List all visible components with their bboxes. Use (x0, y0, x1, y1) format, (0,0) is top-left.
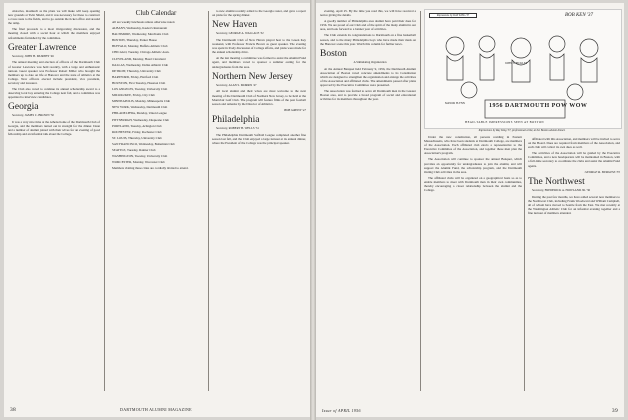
section-heading-greater-lawrence: Greater Lawrence (8, 42, 77, 53)
club-calendar-list (108, 26, 204, 164)
section-heading-philadelphia: Philadelphia (212, 114, 260, 125)
paragraph: obstacles, inasmuch as the plans we will make will keep opening new grounds at Twin Shield, and it was necessary for these to construct a cross route to the fields, and to go outside the ticket office and around the ramp. (8, 9, 100, 26)
byline: Secretary, JAMES C. BROWN '50 (12, 113, 54, 118)
club-calendar-footnote: Members visiting these cities are cordially invited to attend. (112, 166, 189, 171)
cartoon-label: HEAD-TABLE IMPRESSIONS SEEN AT BOSTON (465, 120, 544, 124)
right-footer (322, 408, 618, 413)
club-calendar-entry: DETROIT, Thursday, University Club (112, 68, 161, 73)
paragraph: The Club also voted to continue its annual scholarship award to a deserving local boy entering the College next fall, and a committee was appointed to interview candidates. (8, 87, 100, 100)
club-calendar-entry: PITTSBURGH, Wednesday, Duquesne Club (112, 117, 169, 122)
cartoon-illustration (424, 9, 622, 129)
right-column-2 (424, 135, 522, 417)
left-column-1 (8, 9, 100, 405)
club-calendar-entry: PORTLAND, Tuesday, Arlington Club (112, 123, 162, 128)
byline: Secretary, FREDERICK A. HOWLAND JR. '36 (532, 187, 591, 192)
section-heading-the-northwest: The Northwest (528, 176, 585, 187)
club-calendar-entry: HARTFORD, Friday, Hartford Club (112, 74, 159, 79)
cartoon-label: MAYOR FLYNN (445, 102, 465, 105)
cartoon-label: BOB KEN '37 (565, 13, 594, 18)
club-calendar-entry: LOS ANGELES, Tuesday, University Club (112, 87, 168, 92)
right-page (316, 3, 624, 417)
byline: Secretary, GEORGE A. WALLACE '32 (216, 31, 264, 36)
left-footer (10, 407, 304, 413)
section-heading-boston: Boston (320, 48, 347, 59)
club-calendar-entry: WASHINGTON, Tuesday, University Club (112, 154, 168, 159)
signature: BOB GREEN '47 (284, 107, 306, 112)
club-calendar-entry: ROCHESTER, Friday, Rochester Club (112, 129, 162, 134)
subheading: A Stimulating Organization (353, 59, 387, 64)
paragraph: The affiliated clubs will be organized on a geographical basis so as to enable members to meet with Dartmouth men in their own communities, thereby encouraging a closer relationship between the alumni and the College. (424, 175, 522, 193)
club-calendar-entry: ALBANY, Wednesday, Keeler's Restaurant (112, 26, 168, 31)
byline: Secretary, JOHN H. MURPHY '46 (12, 53, 54, 58)
byline: Secretary, ALAN S. MORRIS '47 (216, 82, 257, 87)
club-calendar-entry: SEATTLE, Tuesday, Rainier Club (112, 147, 156, 152)
column-rule (524, 139, 525, 391)
paragraph: The Philadelphia Dartmouth Softball League completed another fine season last fall, and the Club enjoyed a large turnout at its annual dinner, where the President of the College was the principal speaker. (212, 132, 306, 145)
column-rule (104, 11, 105, 391)
paragraph: The activities of the Association will be guided by the Executive Committee, and a new headquarters will be maintained in Boston, with a full-time secretary to coordinate the clubs and assist the Alumni Fund agents. (528, 151, 620, 168)
page-number: 39 (611, 408, 618, 414)
club-calendar-entry: NEW YORK, Wednesday, Dartmouth Club (112, 105, 168, 110)
byline: Secretary, ROBERT H. WELLS '31 (216, 125, 259, 130)
paragraph: The annual meeting and election of officers of the Dartmouth Club of Greater Lawrence was held recently, with a large and enthusiastic turnout. Guest speaker was Professor Robert Miller who brought the members up to date on life at Hanover and the state of athletics at the College. New officers elected include president, vice president, secretary and treasurer. (8, 60, 100, 85)
club-calendar-entry: SAN FRANCISCO, Wednesday, Bohemian Club (112, 141, 175, 146)
paragraph: The Association will continue to sponsor the annual Banquet, which provides an opportunity for undergraduates to join the alumni, and will support the Alumni Fund, the scholarship program, and the Dartmouth Outing Club activities in the area. (424, 157, 522, 174)
section-heading-northern-new-jersey: Northern New Jersey (212, 71, 293, 82)
paragraph: to new alumni recently added to the Georgia roster, and gave a report on plans for the spring dinner. (212, 9, 306, 18)
paragraph: A goodly number of Philadelphia area alumni have paid their dues for 1956. We are proud of our Club and of the spirit of the many alumni in our area, and look forward to a banner year of activities. (320, 19, 416, 32)
club-calendar-entry: WORCESTER, Monday, Worcester Club (112, 160, 165, 165)
club-calendar-entry: ST. LOUIS, Thursday, University Club (112, 135, 162, 140)
club-calendar-title: Club Calendar (135, 9, 177, 17)
cartoon-banner: 1956 DARTMOUTH POW WOW (489, 103, 588, 109)
cartoon-drawing (425, 10, 621, 128)
club-calendar-entry: HOUSTON, First Tuesday, Houston Club (112, 80, 166, 85)
club-calendar-entry: DALLAS, Wednesday, Dallas Athletic Club (112, 62, 169, 67)
paragraph: The Dartmouth Club of New Haven played host to the Green Key weekend, with Professor Francis Brown as guest speaker. The evening was spent in lively discussion of College affairs, and plans were made for the annual scholarship drive. (212, 37, 306, 55)
paragraph: evening, April 25. By the time you read this, we will have received a notice giving the details. (320, 9, 416, 18)
magazine-title: DARTMOUTH ALUMNI MAGAZINE (120, 407, 192, 412)
paragraph: All local alumni and their wives are most welcome to the next meeting of the Dartmouth Club of Northern New Jersey, to be held at the Montclair Golf Club. The program will feature films of the past football season and remarks by the Director of Athletics. (212, 89, 306, 106)
column-rule (208, 11, 209, 391)
club-calendar-entry: CLEVELAND, Monday, Hotel Cleveland (112, 56, 166, 61)
club-calendar-entry: BALTIMORE, Wednesday, Merchants Club (112, 32, 169, 37)
club-calendar-entry: BOSTON, Thursday, Parker House (112, 38, 157, 43)
section-heading-new-haven: New Haven (212, 20, 258, 31)
section-heading-georgia: Georgia (8, 102, 39, 113)
issue-date: Issue of APRIL 1956 (322, 408, 361, 413)
page-number: 38 (10, 407, 17, 413)
paragraph: It was a very nice time at the Athens home of the Dartmouth Club of Georgia, and the members turned out in strength for the dinner. Dean and a number of alumni joined with their wives for an evening of good fellowship and an informal talk about the College. (8, 120, 100, 137)
right-column-3 (528, 137, 620, 399)
club-calendar-intro: All are weekly luncheons unless otherwise noted. (112, 20, 176, 24)
club-calendar-entry: BUFFALO, Monday, Buffalo Athletic Club (112, 44, 168, 49)
club-calendar-entry: MILWAUKEE, Friday, City Club (112, 93, 155, 98)
club-calendar-entry: PHILADELPHIA, Monday, Union League (112, 111, 167, 116)
left-page (4, 3, 310, 417)
left-column-3 (212, 9, 306, 405)
paragraph: Under the new constitution, all persons residing in Eastern Massachusetts, who have been students at Dartmouth College, are members of the Association. Each affiliated club elects a representative to the Executive Committee of the Association, and together these men plan the Association's program. (424, 135, 522, 156)
club-calendar-entry: MINNEAPOLIS, Monday, Minneapolis Club (112, 99, 171, 104)
club-calendar-entry: CHICAGO, Tuesday, Chicago Athletic Assn. (112, 50, 170, 55)
paragraph: At the Annual Banquet held February 9, 1956, the Dartmouth Alumni Association of Boston voted concrete amendments to its Constitution which are designed to strengthen the organization and enlarge the activities of the Association and affiliated clubs. The amendments passed after plans approved by the Executive Committee were presented. (320, 66, 416, 87)
cartoon-label-box: Impressions by RAY KING '37 (429, 13, 477, 18)
cartoon-label: JOHN S. PICKLEY (505, 62, 528, 65)
paragraph: The Club extends its congratulations to Dartmouth on a fine basketball season, and to the many Philadelphia boys who have made their mark on the Hanover scene this year. Watch this column for further news. (320, 33, 416, 46)
right-column-1 (320, 9, 416, 405)
paragraph: The Association was formed to serve all Dartmouth men in the Greater Boston area, and to provide a broad program of social and educational activities for its members throughout the year. (320, 89, 416, 102)
club-calendar (108, 9, 204, 405)
paragraph: During the past few months, we have added several new members to the Northwest Club, including Frank Woodward and William Campbell, all of whom have moved to Seattle from the East. We met recently at the Washington Athletic Club for an informal evening together and a fine turnout of members attended. (528, 194, 620, 215)
cartoon-caption: Impressions by Ray King '37, professional artist, at the Boston alumni dinner. (478, 129, 566, 132)
paragraph: The final proceeds to a most invigorating discussion, and the meeting closed with a social hour at which the members enjoyed refreshments furnished by the committee. (8, 27, 100, 40)
paragraph: affiliated with this Association, and members will be invited to serve on the Board. Dues are required from members of the Association, and each club will collect its own dues as well. (528, 137, 620, 150)
paragraph: At the last meeting a committee was formed to assist the Alumni Fund agent, and members voted to sponsor a summer outing for the undergraduates from the area. (212, 56, 306, 69)
signature: GEORGE R. BURGESS '35 (584, 169, 620, 174)
column-rule (420, 11, 421, 391)
